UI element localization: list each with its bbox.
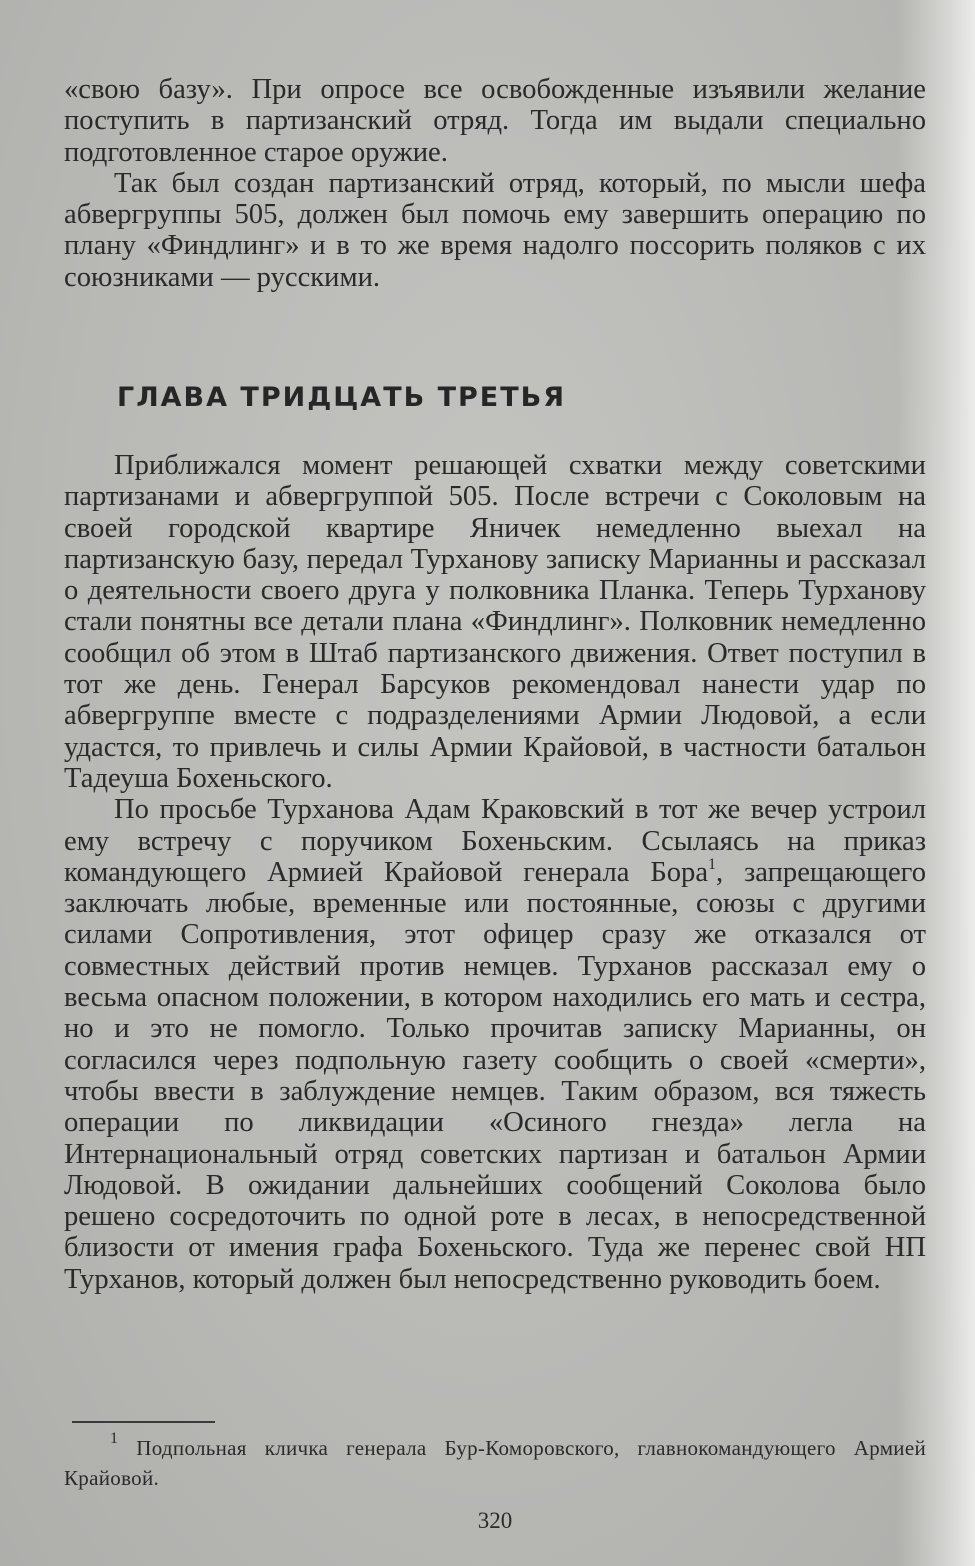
- body-paragraph-2-rest: , запрещающего заключать любые, временные или постоянные, союзы с другими силами Сопротивления, этот офицер сразу же отказался от совместных действий против немцев. Турханов рассказал ему о весьма опасном положении, в котором находились его мать и сестра, но и это не помогло. Только прочитав записку Марианны, он согласился через подпольную газету сообщить о своей «смерти», чтобы ввести в заблуждение немцев. Таким образом, вся тяжесть операции по ликвидации «Осиного гнезда» легла на Интернациональный отряд советских партизан и батальон Армии Людовой. В ожидании дальнейших сообщений Соколова было решено сосредоточить по одной роте в лесах, в непосредственной близости от имения графа Бохеньского. Туда же перенес свой НП Турханов, который должен был непосредственно руководить боем.: [64, 856, 926, 1295]
- intro-paragraph-2: Так был создан партизанский отряд, который, по мысли шефа абвергруппы 505, должен был помочь ему завершить операцию по плану «Финдлинг» и в то же время надолго поссорить поляков с их союзниками — русскими.: [64, 167, 926, 293]
- body-paragraph-2: [64, 794, 926, 1295]
- footnote: [64, 1430, 926, 1493]
- chapter-title: ГЛАВА ТРИДЦАТЬ ТРЕТЬЯ: [117, 382, 567, 413]
- body-paragraph-2-start: По просьбе Турханова Адам Краковский в тот же вечер устроил ему встречу с поручиком Бохеньским. Ссылаясь на приказ командующего Армией Крайовой генерала Бора: [64, 794, 926, 888]
- intro-text-block: [64, 74, 926, 293]
- footnote-reference: 1: [708, 855, 717, 873]
- body-paragraph-1: Приближался момент решающей схватки между советскими партизанами и абвергруппой 505. После встречи с Соколовым на своей городской квартире Яничек немедленно выехал на партизанскую базу, передал Турханову записку Марианны и рассказал о деятельности своего друга у полковника Планка. Теперь Турханову стали понятны все детали плана «Финдлинг». Полковник немедленно сообщил об этом в Штаб партизанского движения. Ответ поступил в тот же день. Генерал Барсуков рекомендовал нанести удар по абвергруппе вместе с подразделениями Армии Людовой, а если удастся, то привлечь и силы Армии Крайовой, в частности батальон Тадеуша Бохеньского.: [64, 450, 926, 794]
- footnote-divider: [72, 1421, 215, 1423]
- chapter-body: [64, 450, 926, 1295]
- footnote-marker: 1: [110, 1430, 119, 1447]
- page-number: 320: [477, 1508, 513, 1533]
- footnote-text: Подпольная кличка генерала Бур-Коморовского, главнокомандующего Армией Крайовой.: [64, 1436, 926, 1490]
- intro-paragraph-1: «свою базу». При опросе все освобожденные изъявили желание поступить в партизанский отряд. Тогда им выдали специально подготовленное старое оружие.: [64, 74, 926, 168]
